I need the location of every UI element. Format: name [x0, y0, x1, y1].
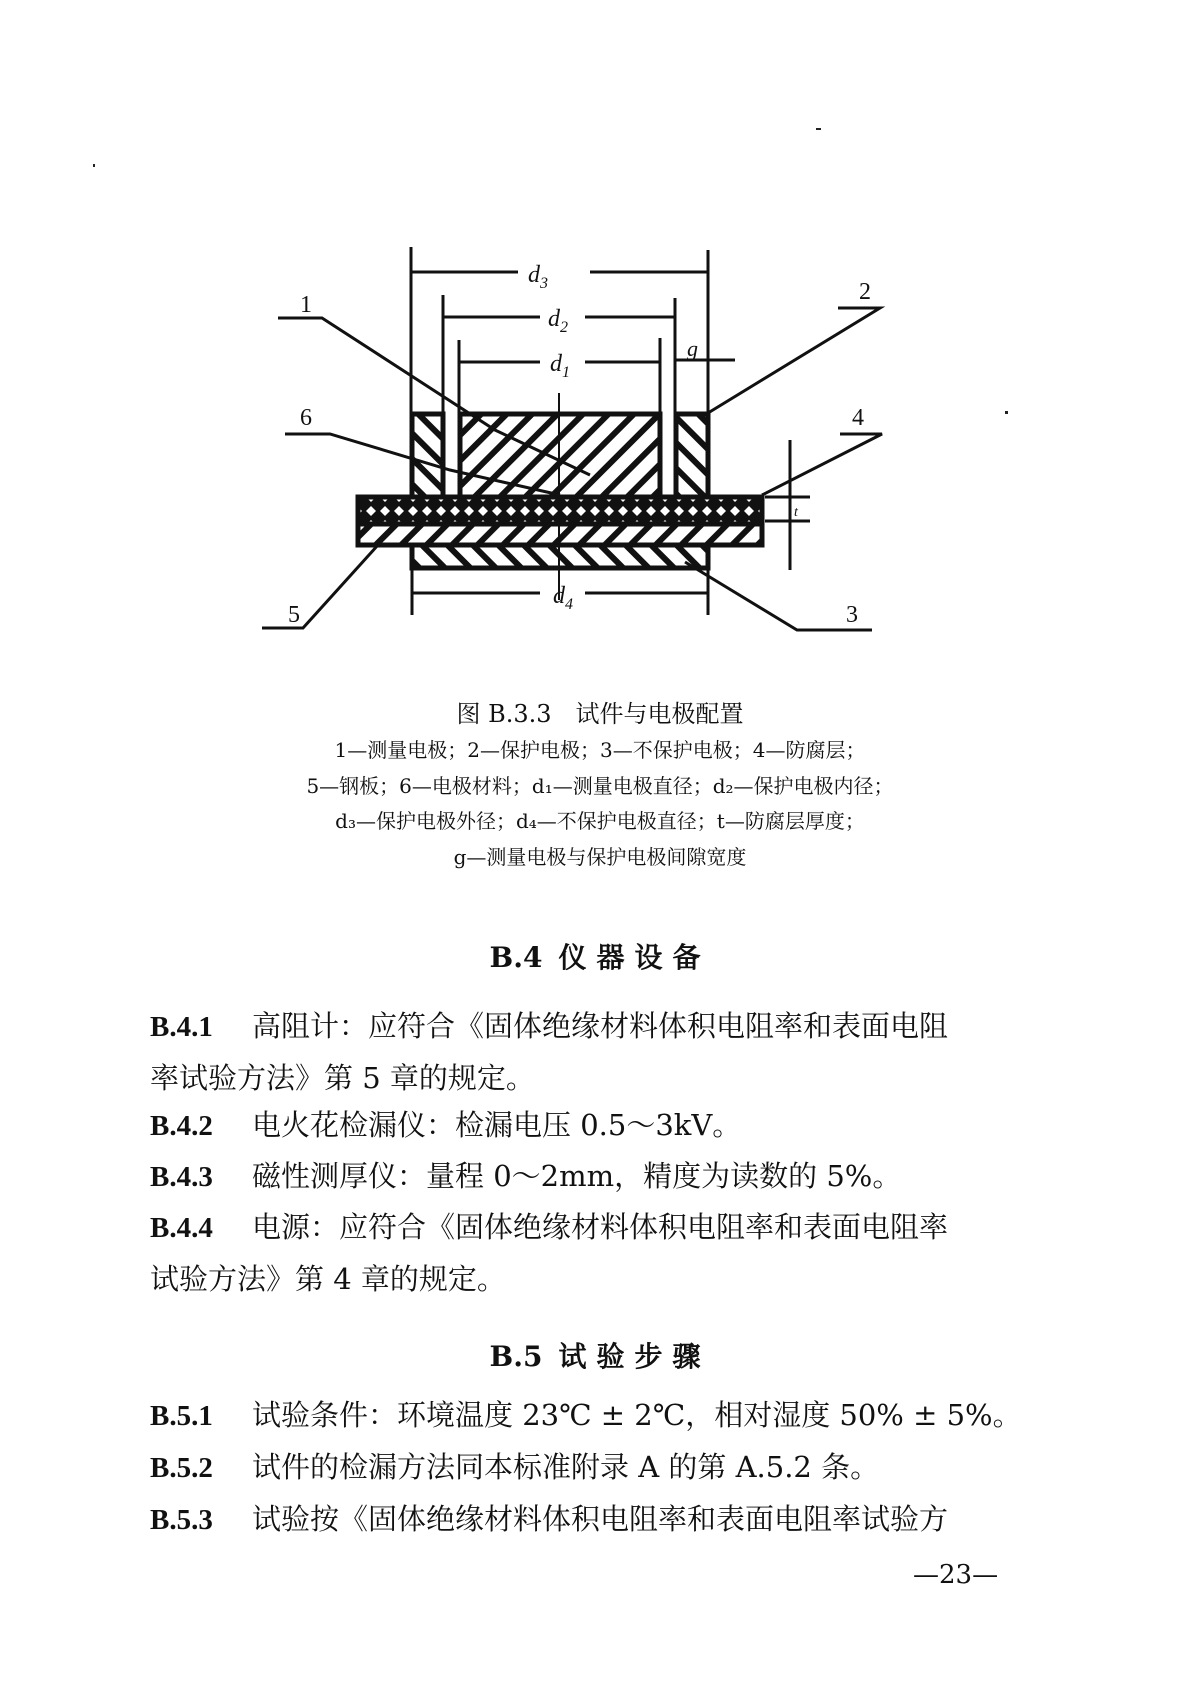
clause-number: B.4.1: [150, 1011, 213, 1043]
figure-legend-line: g—测量电极与保护电极间隙宽度: [453, 845, 747, 869]
d3-label: $d_3$: [528, 262, 548, 292]
scan-speck: [816, 128, 821, 130]
clause-text: 率试验方法》第 5 章的规定。: [150, 1061, 535, 1095]
clause-text: 电源：应符合《固体绝缘材料体积电阻率和表面电阻率: [252, 1210, 949, 1244]
scan-speck: [1005, 411, 1008, 414]
figure-legend-line: 1—测量电极；2—保护电极；3—不保护电极；4—防腐层；: [334, 738, 866, 762]
clause-text: 电火花检漏仪：检漏电压 0.5～3kV。: [252, 1108, 742, 1142]
figure-legend-line: d₃—保护电极外径；d₄—不保护电极直径；t—防腐层厚度；: [335, 809, 865, 833]
section-title: 仪器设备: [558, 941, 711, 974]
g-label: g: [687, 336, 698, 361]
d2-label: $d_2$: [548, 306, 568, 336]
figure-legend-line: 5—钢板；6—电极材料；d₁—测量电极直径；d₂—保护电极内径；: [306, 774, 894, 798]
callout-2: 2: [859, 279, 871, 305]
t-label: t: [794, 505, 798, 520]
clause-number: B.4.2: [150, 1110, 213, 1142]
figure-caption-title: 图 B.3.3 试件与电极配置: [456, 700, 744, 728]
clause-text: 试验按《固体绝缘材料体积电阻率和表面电阻率试验方: [252, 1502, 949, 1536]
clause-b5-2: [150, 1442, 1050, 1494]
electrode-configuration-diagram: [0, 0, 1200, 680]
callout-3: 3: [846, 602, 858, 628]
clause-b4-3: [150, 1151, 1050, 1203]
clause-text: 试验方法》第 4 章的规定。: [150, 1262, 506, 1296]
clause-b4-1: [150, 1001, 1050, 1104]
clause-number: B.4.4: [150, 1212, 213, 1244]
callout-4: 4: [852, 405, 864, 431]
d1-label: $d_1$: [550, 351, 570, 381]
page-number: —23—: [913, 1560, 999, 1590]
callout-1: 1: [300, 292, 312, 318]
section-heading-b5: [0, 1335, 1200, 1375]
callout-5: 5: [288, 602, 300, 628]
clause-number: B.5.1: [150, 1400, 213, 1432]
section-title: 试验步骤: [558, 1340, 711, 1373]
clause-b4-4: [150, 1202, 1050, 1305]
d4-label: $d_4$: [553, 583, 573, 613]
clause-number: B.4.3: [150, 1161, 213, 1193]
clause-b5-3: [150, 1494, 1050, 1546]
section-number: B.4: [489, 941, 543, 974]
clause-text: 试件的检漏方法同本标准附录 A 的第 A.5.2 条。: [252, 1450, 880, 1484]
callout-6: 6: [300, 405, 312, 431]
clause-number: B.5.3: [150, 1504, 213, 1536]
clause-text: 试验条件：环境温度 23℃ ± 2℃，相对湿度 50% ± 5%。: [252, 1398, 1022, 1432]
clause-text: 高阻计：应符合《固体绝缘材料体积电阻率和表面电阻: [252, 1009, 949, 1043]
clause-number: B.5.2: [150, 1452, 213, 1484]
clause-text: 磁性测厚仪：量程 0～2mm，精度为读数的 5%。: [252, 1159, 902, 1193]
clause-b5-1: [150, 1390, 1050, 1442]
clause-b4-2: [150, 1100, 1050, 1152]
section-heading-b4: [0, 936, 1200, 976]
section-number: B.5: [489, 1340, 543, 1373]
scan-speck: [93, 164, 95, 167]
